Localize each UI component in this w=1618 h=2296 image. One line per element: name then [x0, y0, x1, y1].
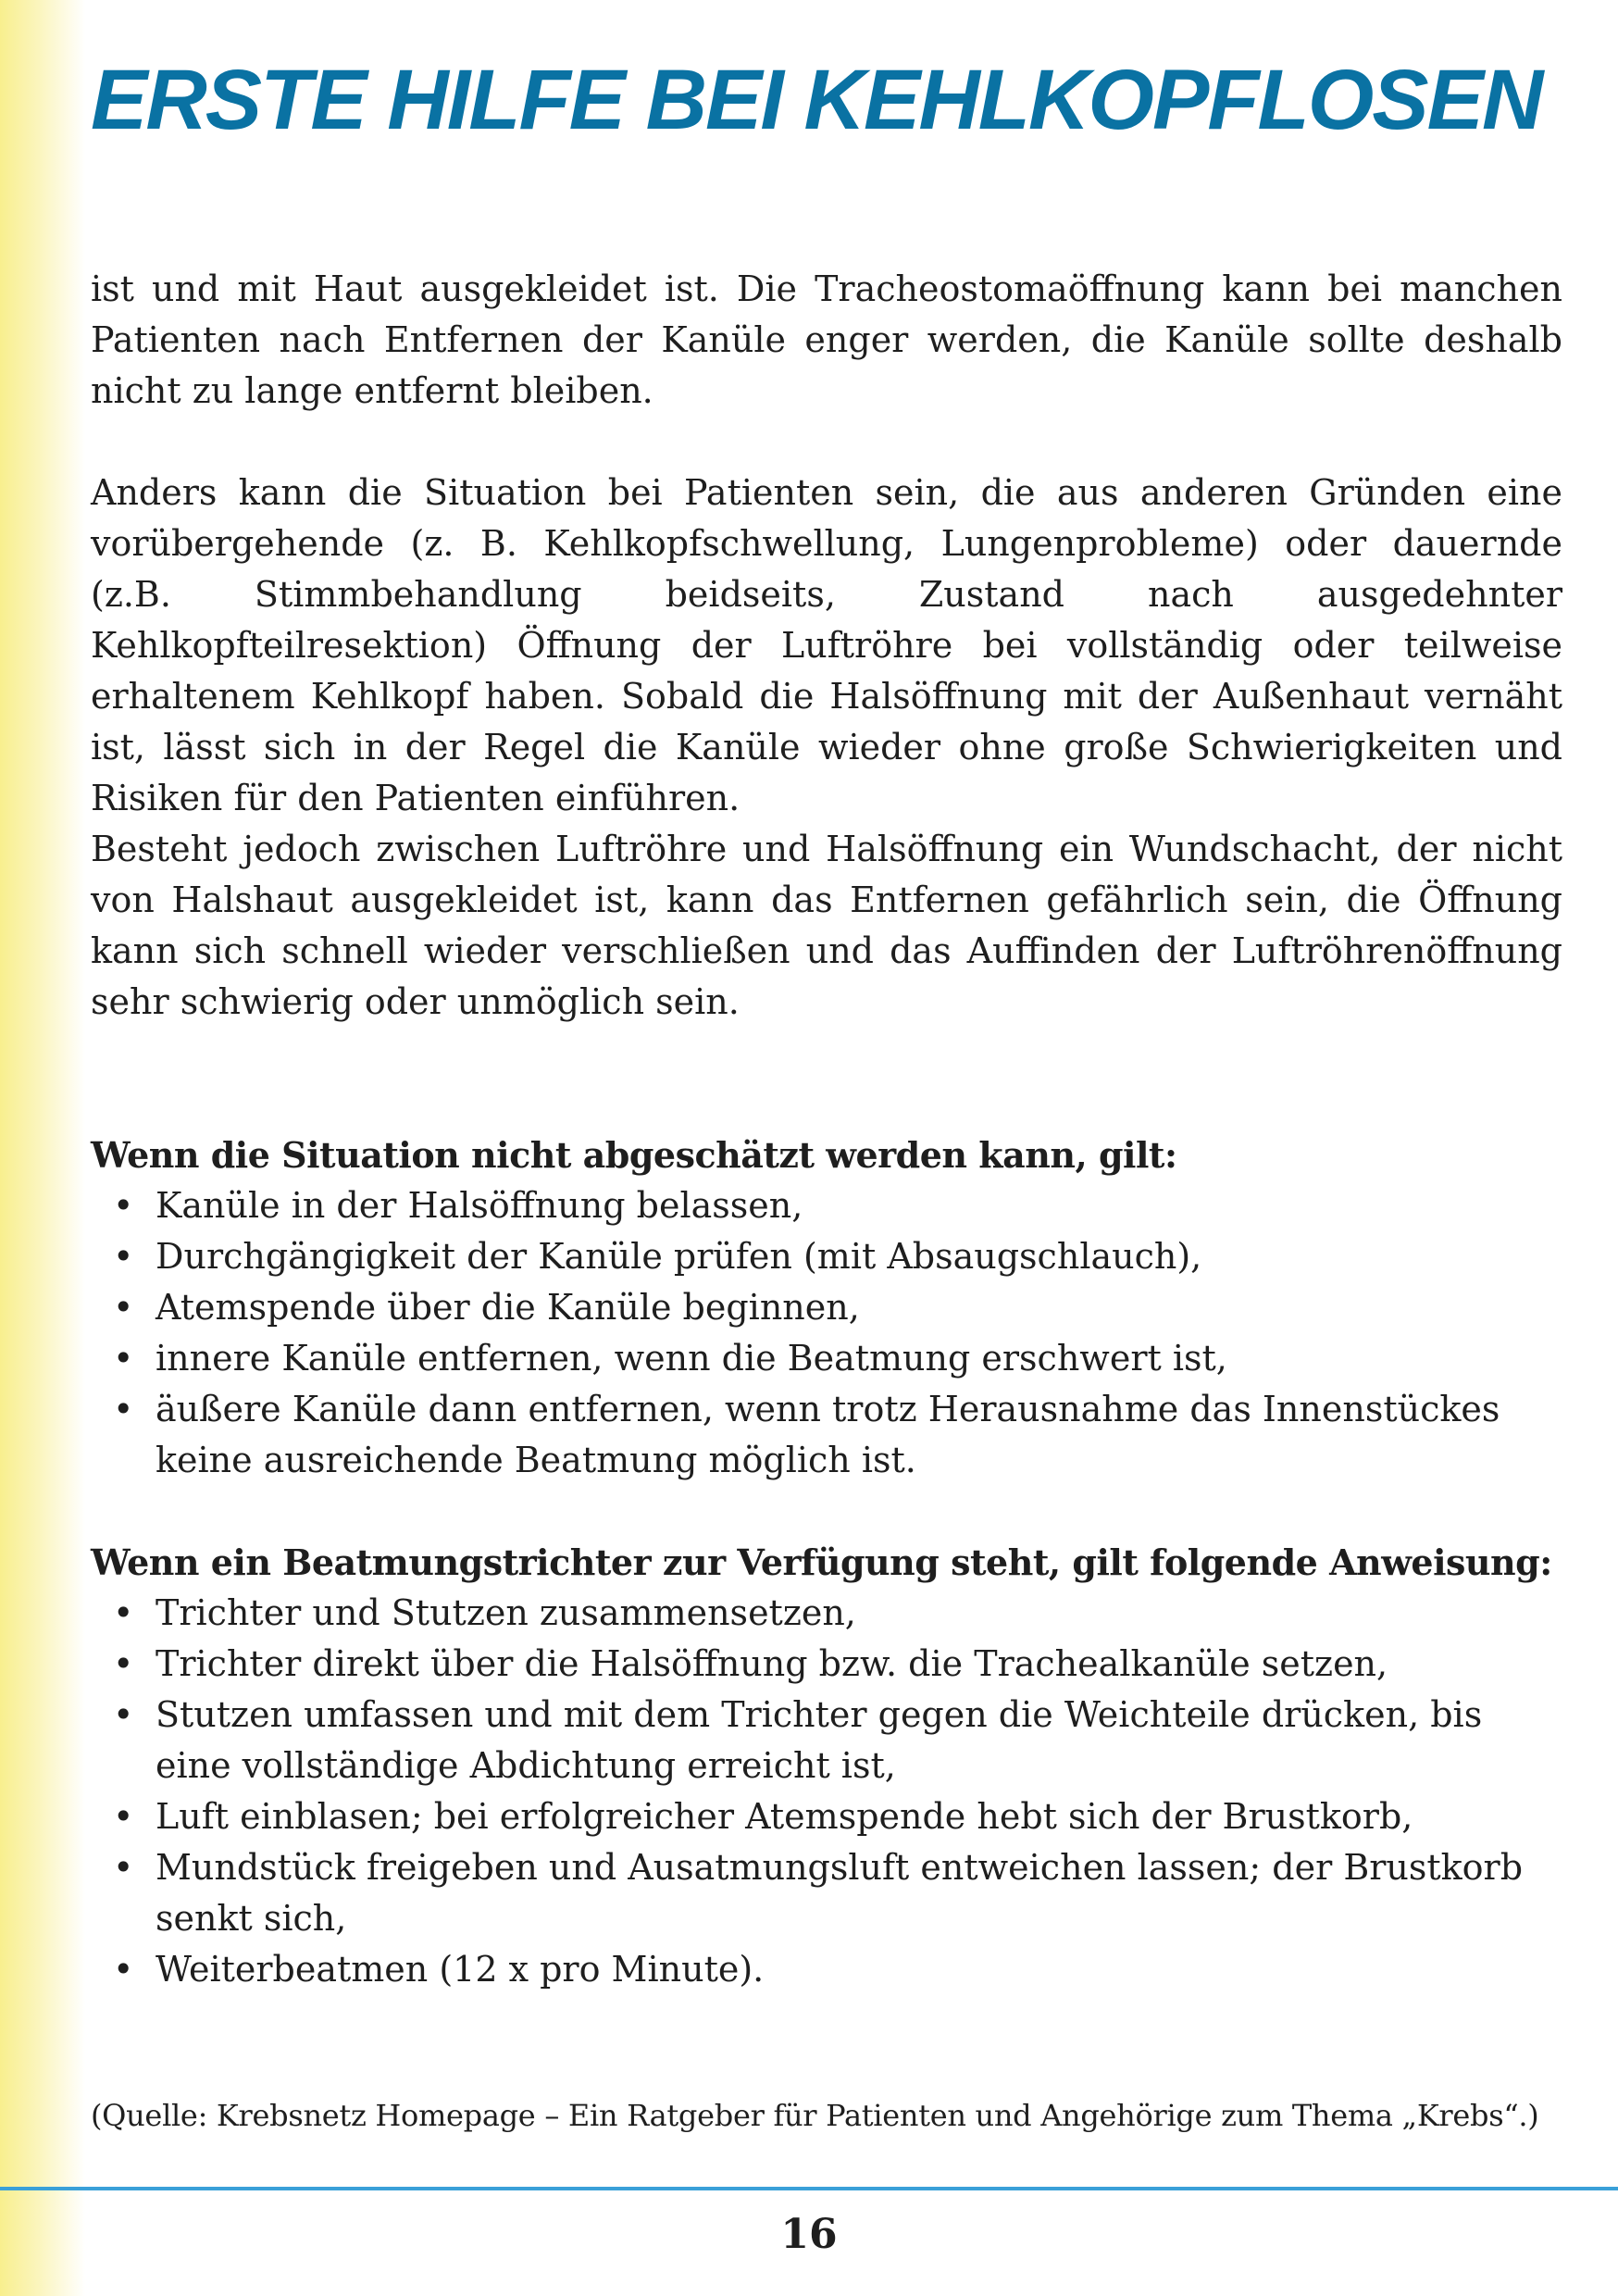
main-content: [91, 264, 1562, 1995]
list-item: • Durchgängigkeit der Kanüle prüfen (mit Absaugschlauch),: [113, 1231, 1562, 1282]
list-item: • Trichter direkt über die Halsöffnung bzw. die Trachealkanüle setzen,: [113, 1639, 1562, 1690]
list-item: • äußere Kanüle dann entfernen, wenn trotz Herausnahme das Innenstückes keine ausreichende Beatmung möglich ist.: [113, 1384, 1562, 1486]
list-item: • Trichter und Stutzen zusammensetzen,: [113, 1588, 1562, 1639]
section-2-list: [91, 1588, 1562, 1995]
page-title: ERSTE HILFE BEI KEHLKOPFLOSEN: [91, 53, 1542, 147]
spacer: [91, 1028, 1562, 1129]
list-item: • Luft einblasen; bei erfolgreicher Atemspende hebt sich der Brustkorb,: [113, 1791, 1562, 1842]
spacer: [91, 1486, 1562, 1537]
paragraph-1: ist und mit Haut ausgekleidet ist. Die Tracheostomaöffnung kann bei manchen Patienten nach Entfernen der Kanüle enger werden, die Kanüle sollte deshalb nicht zu lange entfernt bleiben.: [91, 268, 1562, 411]
list-item: • Kanüle in der Halsöffnung belassen,: [113, 1180, 1562, 1231]
list-item: • Mundstück freigeben und Ausatmungsluft entweichen lassen; der Brustkorb senkt sich,: [113, 1842, 1562, 1944]
page-number: 16: [780, 2211, 838, 2258]
list-item: • innere Kanüle entfernen, wenn die Beatmung erschwert ist,: [113, 1333, 1562, 1384]
paragraph-3: Besteht jedoch zwischen Luftröhre und Halsöffnung ein Wundschacht, der nicht von Halshaut ausgekleidet ist, kann das Entfernen gefährlich sein, die Öffnung kann sich schnell wieder verschließen und das Auffinden der Luftröhrenöffnung sehr schwierig oder unmöglich sein.: [91, 829, 1562, 1022]
source-citation: (Quelle: Krebsnetz Homepage – Ein Ratgeber für Patienten und Angehörige zum Thema „Krebs“.): [91, 2098, 1539, 2133]
list-item: • Weiterbeatmen (12 x pro Minute).: [113, 1944, 1562, 1995]
paragraph-2: Anders kann die Situation bei Patienten sein, die aus anderen Gründen eine vorübergehende (z. B. Kehlkopfschwellung, Lungenprobleme) oder dauernde (z.B. Stimmbehandlung beidseits, Zustand nach ausgedehnter Kehlkopfteilresektion) Öffnung der Luftröhre bei vollständig oder teilweise erhaltenem Kehlkopf haben. Sobald die Halsöffnung mit der Außenhaut vernäht ist, lässt sich in der Regel die Kanüle wieder ohne große Schwierigkeiten und Risiken für den Patienten einführen.: [91, 472, 1562, 818]
footer-divider: [0, 2187, 1618, 2190]
list-item: • Atemspende über die Kanüle beginnen,: [113, 1282, 1562, 1333]
side-gradient-bar: [0, 0, 85, 2296]
section-2-heading: Wenn ein Beatmungstrichter zur Verfügung steht, gilt folgende Anweisung:: [91, 1541, 1552, 1583]
list-item: • Stutzen umfassen und mit dem Trichter gegen die Weichteile drücken, bis eine vollständige Abdichtung erreicht ist,: [113, 1690, 1562, 1791]
section-1-list: [91, 1180, 1562, 1486]
spacer: [91, 417, 1562, 468]
section-1-heading: Wenn die Situation nicht abgeschätzt werden kann, gilt:: [91, 1134, 1177, 1176]
